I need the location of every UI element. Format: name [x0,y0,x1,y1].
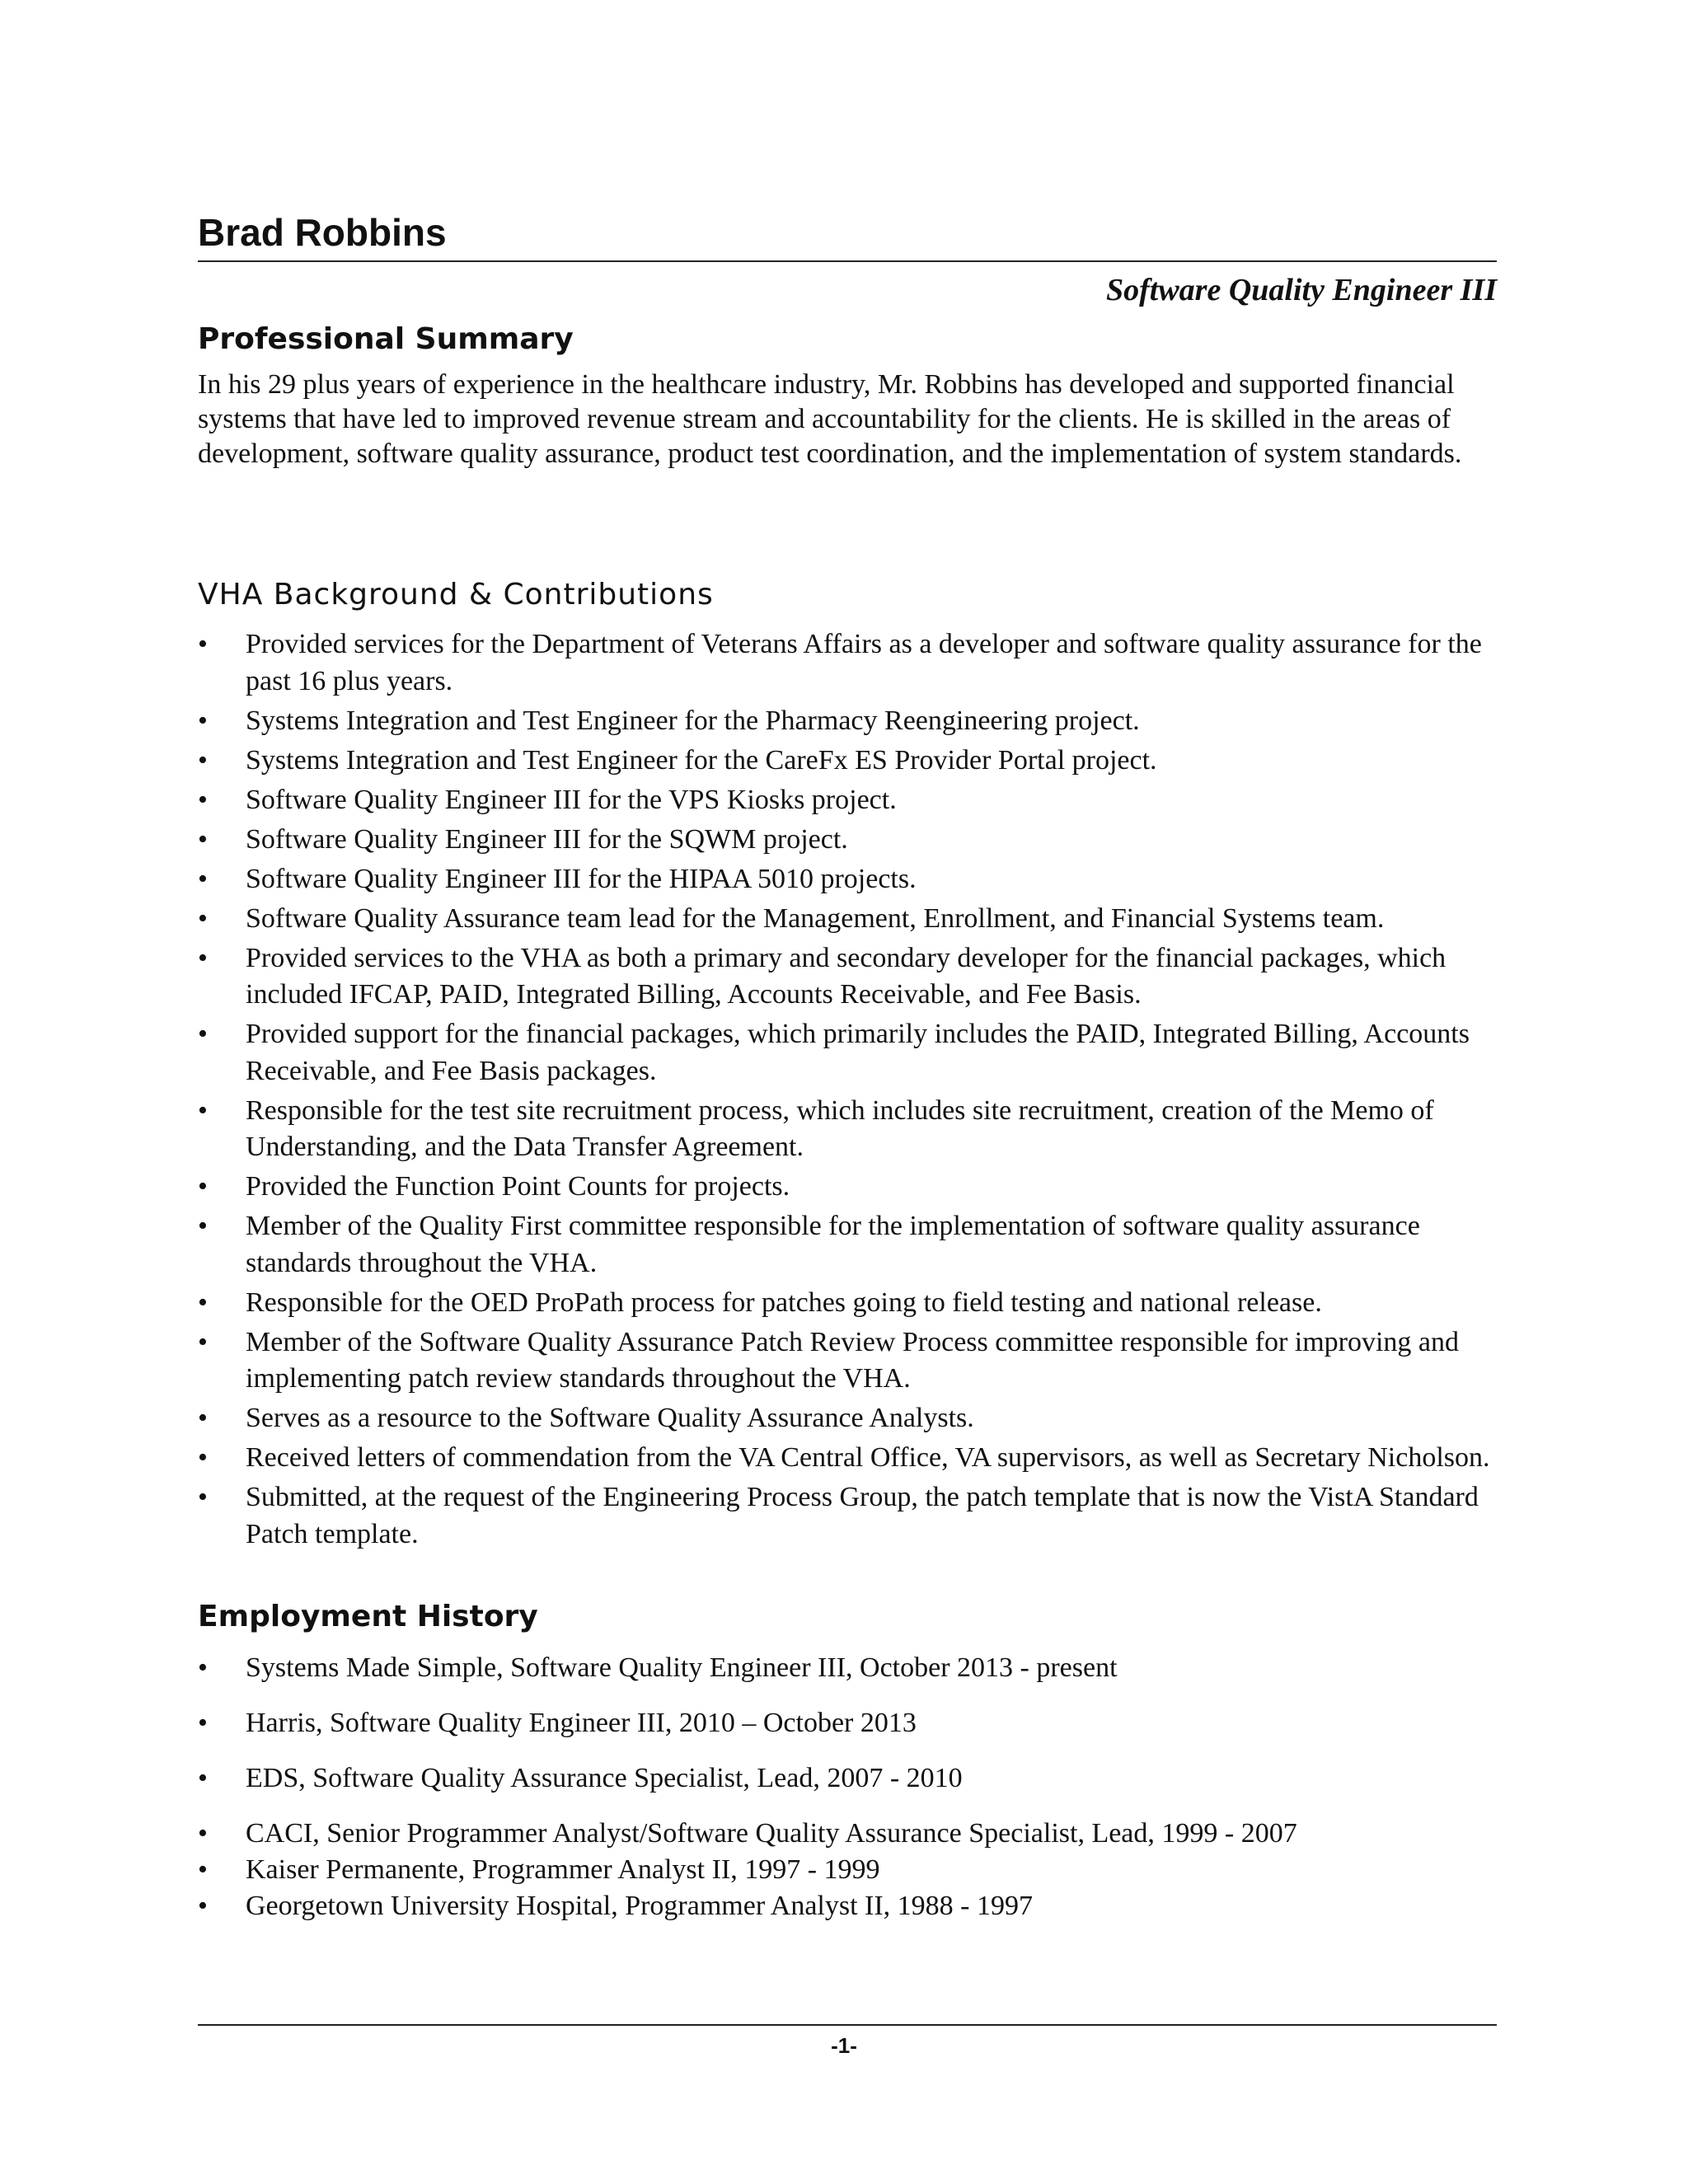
summary-text: In his 29 plus years of experience in the healthcare industry, Mr. Robbins has developed and supported financial systems that have led to improved revenue stream and accountability for the clients. He is skilled in the areas of development, software quality assurance, product test coordination, and the implementation of system standards. [198,369,1462,469]
vha-contributions-list [198,626,1504,1556]
list-item: • Software Quality Engineer III for the SQWM project. [198,822,1504,859]
list-item: • EDS, Software Quality Assurance Specialist, Lead, 2007 - 2010 [198,1760,1504,1797]
list-item: • Georgetown University Hospital, Programmer Analyst II, 1988 - 1997 [198,1888,1504,1924]
list-item: • Received letters of commendation from the VA Central Office, VA supervisors, as well as Secretary Nicholson. [198,1440,1504,1477]
list-item: • Software Quality Assurance team lead for the Management, Enrollment, and Financial Systems team. [198,901,1504,938]
list-item: • Systems Integration and Test Engineer for the Pharmacy Reengineering project. [198,703,1504,740]
list-item: • Provided services for the Department of Veterans Affairs as a developer and software quality assurance for the past 16 plus years. [198,626,1504,700]
list-item: • Member of the Software Quality Assurance Patch Review Process committee responsible for improving and implementing patch review standards throughout the VHA. [198,1324,1504,1398]
page-number: -1- [831,2033,857,2058]
summary-heading: Professional Summary [198,322,574,356]
list-item: • Responsible for the OED ProPath process for patches going to field testing and national release. [198,1285,1504,1322]
employment-heading: Employment History [198,1600,538,1633]
job-title: Software Quality Engineer III [1105,273,1497,307]
list-item: • Provided the Function Point Counts for projects. [198,1169,1504,1206]
candidate-name: Brad Robbins [198,211,447,254]
list-item: • Responsible for the test site recruitment process, which includes site recruitment, creation of the Memo of Understanding, and the Data Transfer Agreement. [198,1093,1504,1166]
header-divider [198,260,1497,262]
list-item: • Harris, Software Quality Engineer III, 2010 – October 2013 [198,1705,1504,1741]
list-item: • Member of the Quality First committee responsible for the implementation of software quality assurance standards throughout the VHA. [198,1208,1504,1282]
vha-heading: VHA Background & Contributions [198,578,714,612]
list-item: • Submitted, at the request of the Engineering Process Group, the patch template that is now the VistA Standard Patch template. [198,1479,1504,1553]
employment-history-list [198,1650,1504,1924]
list-item: • Software Quality Engineer III for the HIPAA 5010 projects. [198,861,1504,898]
list-item: • Systems Made Simple, Software Quality Engineer III, October 2013 - present [198,1650,1504,1686]
footer-divider [198,2024,1497,2026]
list-item: • Kaiser Permanente, Programmer Analyst II, 1997 - 1999 [198,1852,1504,1888]
list-item: • Software Quality Engineer III for the VPS Kiosks project. [198,782,1504,819]
list-item: • Provided services to the VHA as both a primary and secondary developer for the financial packages, which included IFCAP, PAID, Integrated Billing, Accounts Receivable, and Fee Basis. [198,940,1504,1014]
list-item: • Serves as a resource to the Software Quality Assurance Analysts. [198,1400,1504,1437]
list-item: • Provided support for the financial packages, which primarily includes the PAID, Integrated Billing, Accounts Receivable, and Fee Basis packages. [198,1016,1504,1090]
list-item: • CACI, Senior Programmer Analyst/Software Quality Assurance Specialist, Lead, 1999 - 2007 [198,1816,1504,1852]
list-item: • Systems Integration and Test Engineer for the CareFx ES Provider Portal project. [198,743,1504,780]
